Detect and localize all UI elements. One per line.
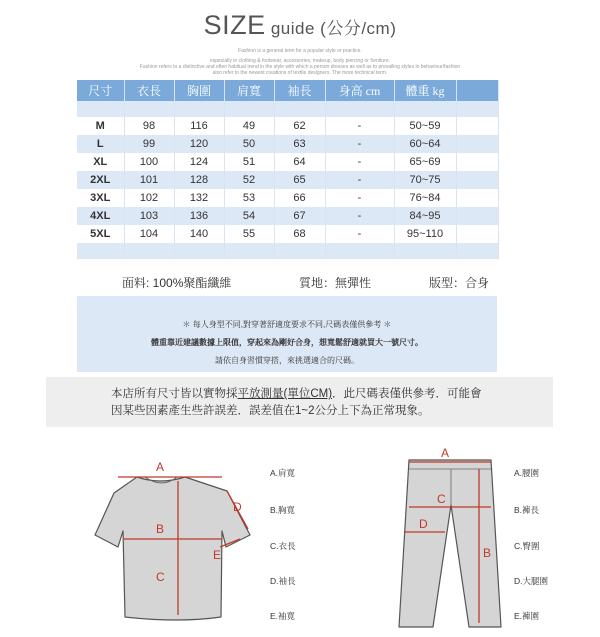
table-row xyxy=(77,117,498,135)
note-line: 體重靠近建議數據上限值，穿起來為剛好合身，想寬鬆舒適就買大一號尺寸。 xyxy=(151,338,423,347)
shirt-label-a: A.肩寬 xyxy=(270,468,296,478)
pants-label-a: A.腰圍 xyxy=(514,468,540,478)
disclaimer-underline: 平放測量(單位CM) xyxy=(237,388,333,400)
notes-box xyxy=(77,296,497,372)
shirt-label-d: D.袖長 xyxy=(270,576,296,586)
marker-e: E xyxy=(213,548,222,562)
pants-label-c: C.臀圍 xyxy=(514,541,540,551)
marker-a: A xyxy=(156,460,165,474)
header-cell: 袖長 xyxy=(274,80,325,101)
size-cell: 3XL xyxy=(77,189,124,207)
pants-diagram xyxy=(395,445,505,635)
table-cell: 76~84 xyxy=(394,189,456,207)
table-cell: 128 xyxy=(174,171,224,189)
table-cell: 66 xyxy=(274,189,325,207)
pants-label-e: E.褲圍 xyxy=(514,611,540,621)
table-cell: 99 xyxy=(124,135,174,153)
header-cell xyxy=(456,80,498,101)
table-cell: 84~95 xyxy=(394,207,456,225)
table-row xyxy=(77,171,498,189)
table-cell: 120 xyxy=(174,135,224,153)
table-cell: 62 xyxy=(274,117,325,135)
table-cell: 67 xyxy=(274,207,325,225)
fabric-elasticity: 質地：無彈性 xyxy=(299,276,372,290)
shirt-label-e: E.袖寬 xyxy=(270,611,296,621)
table-cell: - xyxy=(325,153,394,171)
table-cell: 116 xyxy=(174,117,224,135)
pants-label-d: D.大腿圍 xyxy=(514,576,549,586)
size-table xyxy=(77,80,499,259)
fabric-info xyxy=(77,272,497,294)
disclaimer-line: 本店所有尺寸皆以實物採平放測量(單位CM)．此尺碼表僅供參考．可能會 xyxy=(111,388,482,400)
size-cell: M xyxy=(77,117,124,135)
table-cell: 53 xyxy=(224,189,274,207)
header-cell: 胸圍 xyxy=(174,80,224,101)
table-cell: 104 xyxy=(124,225,174,243)
table-cell: 50~59 xyxy=(394,117,456,135)
tshirt-shape xyxy=(95,477,250,620)
table-cell: - xyxy=(325,225,394,243)
subtitle-line: Fashion refers to a distinctive and often habitual trend in the style with which a person dresses as well as to prevailing styles in behaviour/fashion xyxy=(139,64,461,70)
table-cell: 65~69 xyxy=(394,153,456,171)
table-cell: 95~110 xyxy=(394,225,456,243)
table-spacer-row xyxy=(77,101,498,117)
table-cell: 63 xyxy=(274,135,325,153)
table-cell: 60~64 xyxy=(394,135,456,153)
fabric-material: 面料: 100%聚酯纖維 xyxy=(122,276,232,290)
marker-d: D xyxy=(419,517,428,531)
pants-shape xyxy=(399,460,501,627)
marker-b: B xyxy=(483,546,492,560)
table-cell: 101 xyxy=(124,171,174,189)
table-cell: 65 xyxy=(274,171,325,189)
header-cell: 肩寬 xyxy=(224,80,274,101)
size-cell: 5XL xyxy=(77,225,124,243)
shirt-label-c: C.衣長 xyxy=(270,541,296,551)
table-cell: 68 xyxy=(274,225,325,243)
page-title: SIZE guide (公分/cm) xyxy=(203,10,397,40)
table-cell: 98 xyxy=(124,117,174,135)
table-cell: 132 xyxy=(174,189,224,207)
marker-c: C xyxy=(437,492,446,506)
marker-b: B xyxy=(156,522,165,536)
size-cell: L xyxy=(77,135,124,153)
table-cell: 52 xyxy=(224,171,274,189)
table-cell: 55 xyxy=(224,225,274,243)
table-header-row xyxy=(77,80,498,101)
table-cell: 49 xyxy=(224,117,274,135)
disclaimer-line: 因某些因素產生些許誤差．誤差值在1~2公分上下為正常現象。 xyxy=(111,405,430,417)
measurement-disclaimer xyxy=(46,377,553,427)
fabric-fit: 版型：合身 xyxy=(429,276,490,290)
marker-c: C xyxy=(156,570,165,584)
note-line: ＊ 每人身型不同,對穿著舒適度要求不同,尺碼表僅供參考 ＊ xyxy=(182,320,392,329)
header-cell: 尺寸 xyxy=(77,80,124,101)
table-cell: 136 xyxy=(174,207,224,225)
header-cell: 體重 kg xyxy=(394,80,456,101)
table-row xyxy=(77,225,498,243)
subtitle-line: especially in clothing & footwear, accessories, makeup, body piercing or furniture. xyxy=(209,58,391,64)
table-cell: 124 xyxy=(174,153,224,171)
table-cell: 70~75 xyxy=(394,171,456,189)
table-cell: 140 xyxy=(174,225,224,243)
table-row xyxy=(77,135,498,153)
table-spacer-row xyxy=(77,243,498,259)
subtitle-line: Fashion is a general term for a popular style or practice. xyxy=(238,48,362,54)
size-cell: XL xyxy=(77,153,124,171)
shirt-label-b: B.胸寬 xyxy=(270,505,296,515)
table-cell: - xyxy=(325,207,394,225)
marker-d: D xyxy=(233,500,242,514)
subtitle-line: also refer to the newest creations of textile designers. The more technical term. xyxy=(212,70,388,76)
marker-a: A xyxy=(441,446,450,460)
table-cell: 51 xyxy=(224,153,274,171)
table-row xyxy=(77,153,498,171)
pants-label-b: B.褲長 xyxy=(514,505,540,515)
size-cell: 2XL xyxy=(77,171,124,189)
note-line: 請依自身習慣穿搭，來挑選適合的尺碼。 xyxy=(215,356,359,365)
table-cell: 54 xyxy=(224,207,274,225)
table-cell: 64 xyxy=(274,153,325,171)
table-cell: - xyxy=(325,171,394,189)
table-row xyxy=(77,207,498,225)
table-cell: 103 xyxy=(124,207,174,225)
table-cell: - xyxy=(325,189,394,207)
table-cell: 50 xyxy=(224,135,274,153)
header-cell: 身高 cm xyxy=(325,80,394,101)
table-cell: - xyxy=(325,117,394,135)
table-cell: 100 xyxy=(124,153,174,171)
table-cell: - xyxy=(325,135,394,153)
header-cell: 衣長 xyxy=(124,80,174,101)
size-cell: 4XL xyxy=(77,207,124,225)
table-cell: 102 xyxy=(124,189,174,207)
tshirt-diagram xyxy=(90,455,265,635)
table-row xyxy=(77,189,498,207)
